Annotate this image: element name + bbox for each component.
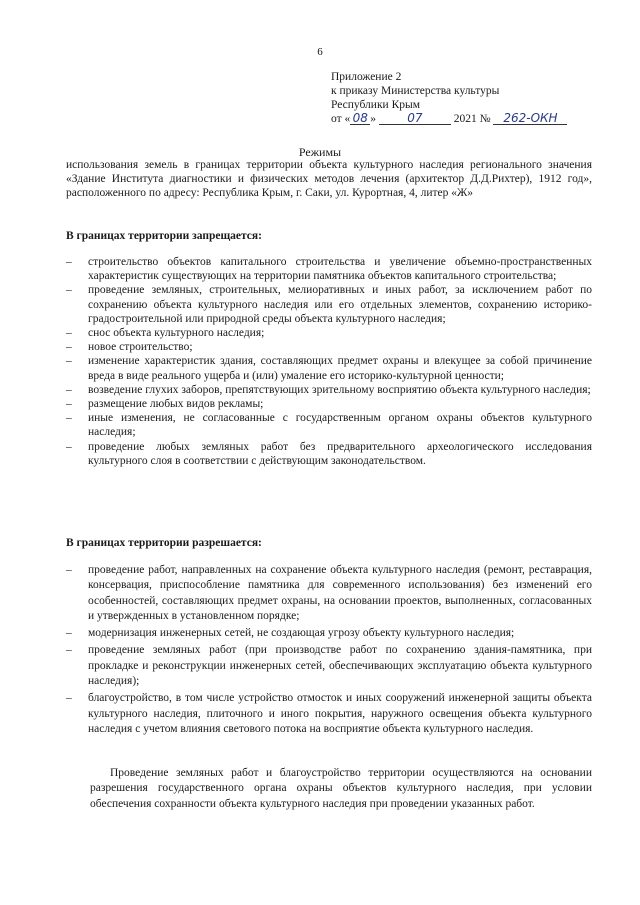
prohibited-list <box>66 255 592 468</box>
list-item: – модернизация инженерных сетей, не создающая угрозу объекту культурного наследия; <box>66 626 592 641</box>
document-title: Режимы <box>298 145 342 159</box>
handwritten-month: 07 <box>379 112 451 125</box>
intro-paragraph: использования земель в границах территории объекта культурного наследия регионального значения «Здание Института диагностики и физических методов лечения (архитектор Д.Д.Рихтер), 1912 год», расположенного по адресу: Республика Крым, г. Саки, ул. Курортная, 4, литер «Ж» <box>66 159 592 200</box>
from-prefix: от « <box>331 113 351 125</box>
list-item: – проведение работ, направленных на сохранение объекта культурного наследия (ремонт, реставрация, консервация, приспособление памятника для современного использования) без изменений его особенностей, составляющих предмет охраны, на основании проектов, выполненных, согласованных и утвержденных в установленном порядке; <box>66 564 592 622</box>
list-item: – проведение любых земляных работ без предварительного археологического исследования культурного слоя в соответствии с действующим законодательством. <box>66 440 592 467</box>
list-item: – изменение характеристик здания, составляющих предмет охраны и влекущее за собой причинение вреда в виде реального ущерба и (или) умаление его историко-культурной ценности; <box>66 355 592 382</box>
dash-bullet: – <box>66 256 72 268</box>
dash-bullet: – <box>66 284 72 297</box>
list-item: – проведение земляных, строительных, мелиоративных и иных работ, за исключением работ по сохранению объекта культурного наследия или его отдельных элементов, сохранению историко-градостроительной или природной среды объекта культурного наследия; <box>66 284 592 325</box>
appendix-line-3: Республики Крым <box>331 99 420 111</box>
allowed-list <box>66 563 592 739</box>
page-number: 6 <box>317 46 323 58</box>
dash-bullet: – <box>66 692 72 705</box>
handwritten-day: 08 <box>350 112 370 125</box>
dash-bullet: – <box>66 412 72 425</box>
appendix-block <box>331 70 567 126</box>
dash-bullet: – <box>66 398 72 411</box>
appendix-line-2: к приказу Министерства культуры <box>331 85 500 97</box>
appendix-line-1: Приложение 2 <box>331 71 402 83</box>
list-item: – проведение земляных работ (при производстве работ по сохранению здания-памятника, при прокладке и реконструкции инженерных сетей, обеспечивающих эксплуатацию объекта культурного наследия); <box>66 644 592 688</box>
final-paragraph: Проведение земляных работ и благоустройство территории осуществляются на основании разрешения государственного органа охраны объектов культурного наследия, при условии обеспечения сохранности объекта культурного наследия при проведении указанных работ. <box>90 767 592 810</box>
list-item: – размещение любых видов рекламы; <box>66 398 264 411</box>
dash-bullet: – <box>66 327 72 340</box>
allowed-heading: В границах территории разрешается: <box>66 537 262 549</box>
dash-bullet: – <box>66 355 72 368</box>
dash-bullet: – <box>66 383 72 396</box>
dash-bullet: – <box>66 440 72 453</box>
list-item: – благоустройство, в том числе устройство отмосток и иных сооружений инженерной защиты объекта культурного наследия, плиточного и иного покрытия, наружного освещения объекта культурного наследия с учетом влияния светового потока на восприятие объекта культурного наследия. <box>66 692 592 735</box>
prohibited-heading: В границах территории запрещается: <box>66 230 262 242</box>
dash-bullet: – <box>66 627 72 640</box>
quote-close: » <box>370 113 376 125</box>
handwritten-order-number: 262-ОКН <box>493 112 567 125</box>
list-item: – возведение глухих заборов, препятствующих зрительному восприятию объекта культурного наследия; <box>66 383 591 396</box>
list-item: – иные изменения, не согласованные с государственным органом охраны объектов культурного наследия; <box>66 412 592 439</box>
dash-bullet: – <box>66 341 72 354</box>
dash-bullet: – <box>66 564 72 576</box>
list-item: – снос объекта культурного наследия; <box>66 327 265 340</box>
year-number-label: 2021 № <box>453 113 491 125</box>
dash-bullet: – <box>66 644 72 657</box>
list-item: – новое строительство; <box>66 341 193 354</box>
list-item: – строительство объектов капитального строительства и увеличение объемно-пространственных характеристик существующих на территории памятника объектов капитального строительства; <box>66 256 592 283</box>
appendix-date-line <box>331 112 567 126</box>
